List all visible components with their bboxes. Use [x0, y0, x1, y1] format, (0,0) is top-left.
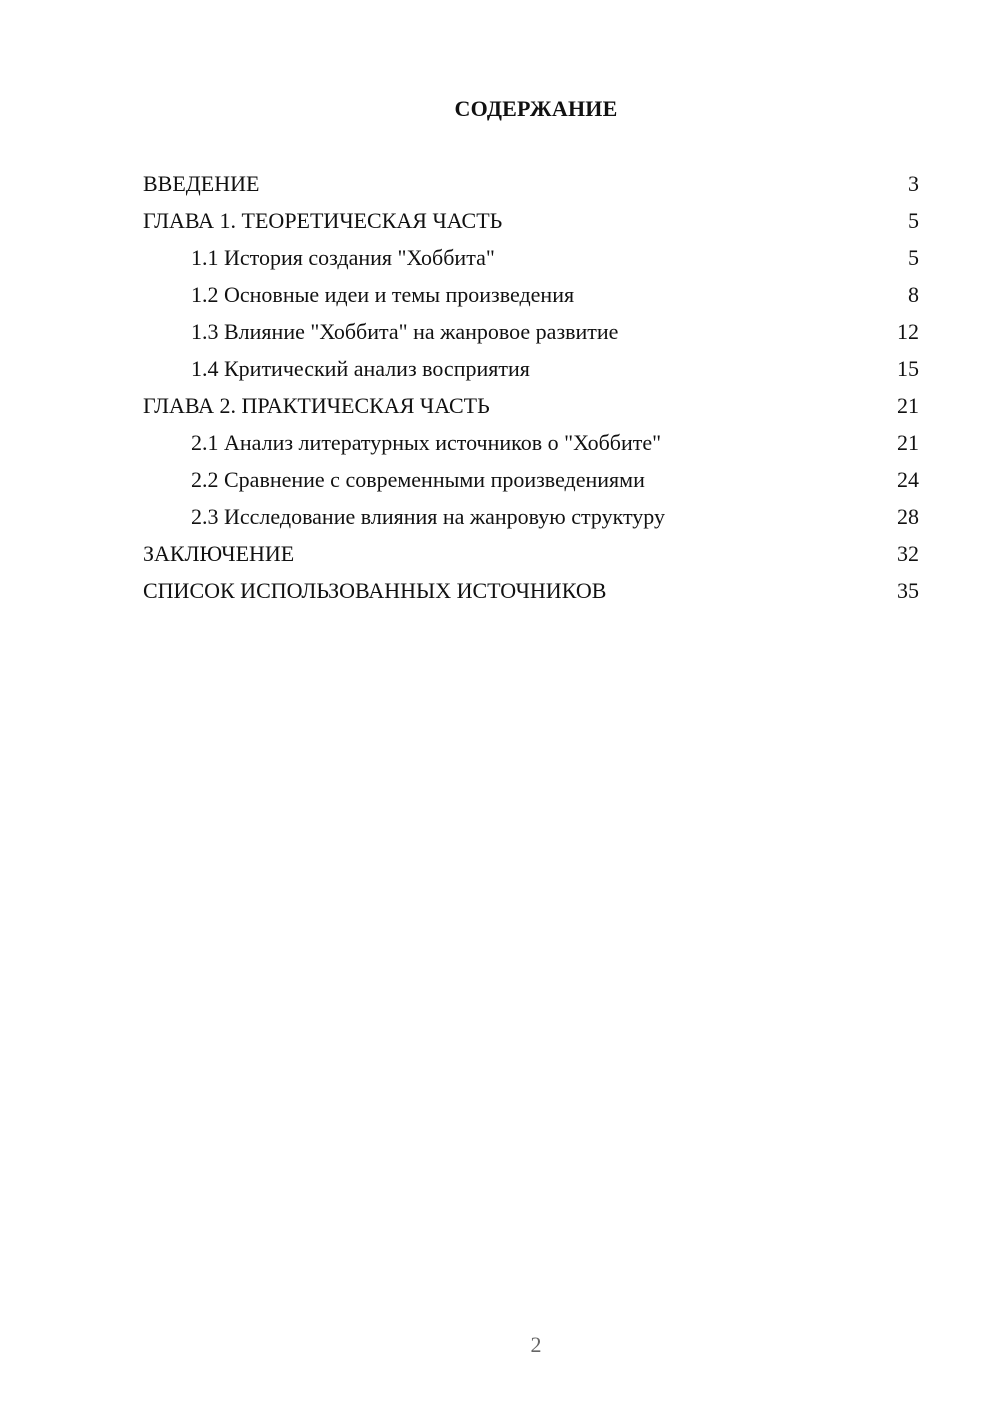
toc-entry-conclusion[interactable] — [143, 535, 919, 572]
toc-entry-label: 1.4 Критический анализ восприятия — [191, 356, 530, 381]
toc-entry-section-2-1[interactable] — [143, 424, 919, 461]
page-number: 2 — [530, 1332, 542, 1357]
toc-entry-label: ГЛАВА 2. ПРАКТИЧЕСКАЯ ЧАСТЬ — [143, 393, 490, 418]
toc-entry-label: ВВЕДЕНИЕ — [143, 171, 260, 196]
toc-entry-section-1-1[interactable] — [143, 239, 919, 276]
toc-entry-page: 15 — [897, 356, 919, 381]
toc-entry-section-2-2[interactable] — [143, 461, 919, 498]
toc-entry-section-1-4[interactable] — [143, 350, 919, 387]
toc-entry-page: 5 — [908, 208, 919, 233]
toc-entry-page: 24 — [897, 467, 919, 492]
toc-entry-label: СПИСОК ИСПОЛЬЗОВАННЫХ ИСТОЧНИКОВ — [143, 578, 607, 603]
toc-entry-label: ГЛАВА 1. ТЕОРЕТИЧЕСКАЯ ЧАСТЬ — [143, 208, 503, 233]
toc-entry-label: 1.1 История создания "Хоббита" — [191, 245, 495, 270]
toc-entry-chapter-2[interactable] — [143, 387, 919, 424]
toc-entry-section-1-3[interactable] — [143, 313, 919, 350]
toc-entry-label: 2.2 Сравнение с современными произведениями — [191, 467, 645, 492]
toc-entry-section-1-2[interactable] — [143, 276, 919, 313]
toc-entry-label: ЗАКЛЮЧЕНИЕ — [143, 541, 295, 566]
toc-entry-label: 2.1 Анализ литературных источников о "Хоббите" — [191, 430, 662, 455]
toc-entry-page: 28 — [897, 504, 919, 529]
toc-entry-references[interactable] — [143, 572, 919, 609]
toc-entry-introduction[interactable] — [143, 165, 919, 202]
toc-entry-page: 21 — [897, 430, 919, 455]
toc-entry-chapter-1[interactable] — [143, 202, 919, 239]
toc-entry-section-2-3[interactable] — [143, 498, 919, 535]
page-title: СОДЕРЖАНИЕ — [454, 96, 618, 121]
toc-entry-label: 1.3 Влияние "Хоббита" на жанровое развитие — [191, 319, 619, 344]
toc-entry-page: 5 — [908, 245, 919, 270]
toc-entry-page: 8 — [908, 282, 919, 307]
table-of-contents — [143, 165, 919, 609]
toc-entry-page: 35 — [897, 578, 919, 603]
toc-entry-page: 12 — [897, 319, 919, 344]
toc-entry-label: 1.2 Основные идеи и темы произведения — [191, 282, 575, 307]
toc-entry-page: 32 — [897, 541, 919, 566]
toc-entry-label: 2.3 Исследование влияния на жанровую структуру — [191, 504, 666, 529]
toc-entry-page: 3 — [908, 171, 919, 196]
toc-entry-page: 21 — [897, 393, 919, 418]
